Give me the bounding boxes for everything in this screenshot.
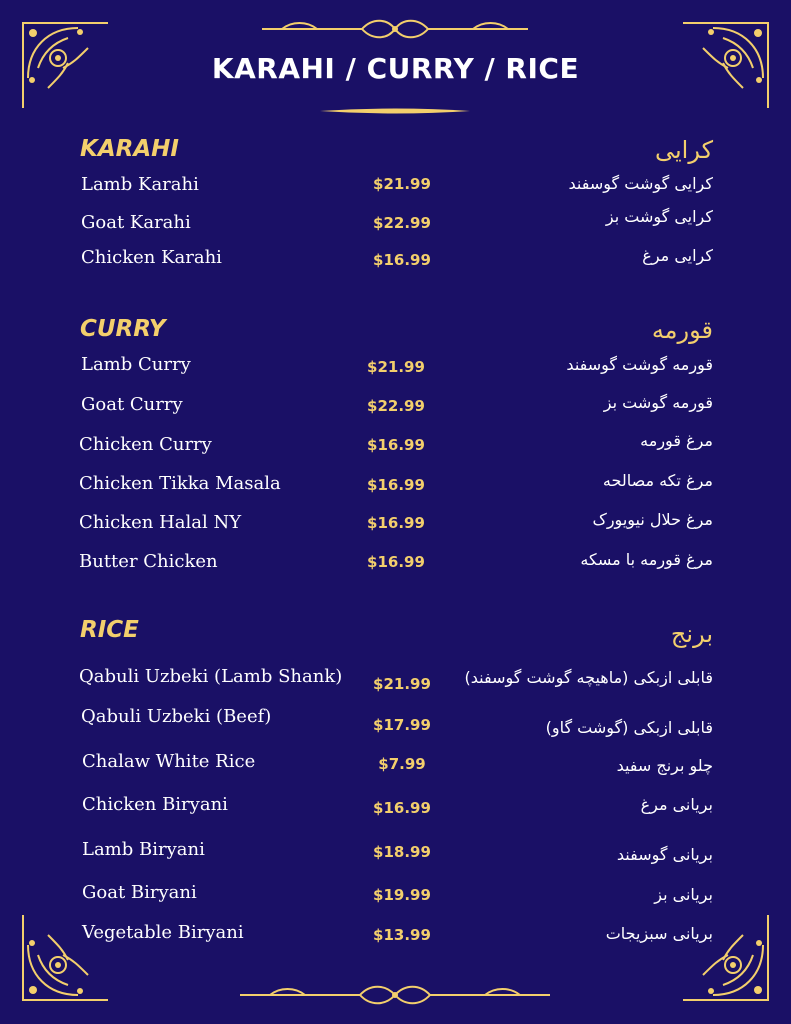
item-name-fa: مرغ قورمه با مسکه xyxy=(580,550,713,569)
item-name-fa: قابلی ازبکی (ماهیچه گوشت گوسفند) xyxy=(464,668,713,687)
item-price: $21.99 xyxy=(367,358,425,376)
item-name-fa: چلو برنج سفید xyxy=(616,756,713,775)
item-price: $18.99 xyxy=(373,843,431,861)
section-heading-rice-fa: برنج xyxy=(670,620,713,648)
item-price: $21.99 xyxy=(373,675,431,693)
item-price: $22.99 xyxy=(373,214,431,232)
item-price: $22.99 xyxy=(367,397,425,415)
page-title: KARAHI / CURRY / RICE xyxy=(211,52,580,85)
item-name-fa: کرایی مرغ xyxy=(642,246,713,265)
item-name-fa: قابلی ازبکی (گوشت گاو) xyxy=(545,718,713,737)
item-name-fa: بریانی سبزیجات xyxy=(605,924,713,943)
item-price: $7.99 xyxy=(378,755,426,773)
item-name: Chicken Tikka Masala xyxy=(79,473,281,494)
item-name: Chicken Karahi xyxy=(81,247,222,268)
item-name-fa: کرایی گوشت گوسفند xyxy=(568,174,713,193)
item-name-fa: مرغ تکه مصالحه xyxy=(602,471,713,490)
item-name-fa: بریانی گوسفند xyxy=(616,845,713,864)
item-name-fa: بریانی بز xyxy=(654,885,713,904)
item-name: Chalaw White Rice xyxy=(82,751,256,772)
section-heading-curry-fa: قورمه xyxy=(651,316,713,344)
item-name: Vegetable Biryani xyxy=(82,922,244,943)
item-name: Lamb Curry xyxy=(81,354,191,375)
item-price: $16.99 xyxy=(367,514,425,532)
item-name: Qabuli Uzbeki (Lamb Shank) xyxy=(79,666,343,687)
item-name: Goat Curry xyxy=(81,394,183,415)
item-name: Chicken Curry xyxy=(79,434,212,455)
item-name-fa: قورمه گوشت گوسفند xyxy=(566,355,713,374)
item-name: Goat Karahi xyxy=(81,212,191,233)
item-name-fa: کرایی گوشت بز xyxy=(605,207,713,226)
section-heading-curry: CURRY xyxy=(80,316,166,342)
section-heading-rice: RICE xyxy=(80,617,139,643)
item-price: $16.99 xyxy=(373,251,431,269)
item-price: $13.99 xyxy=(373,926,431,944)
flourish-bottom-icon xyxy=(240,984,550,1006)
item-name: Lamb Karahi xyxy=(81,174,199,195)
flourish-top-icon xyxy=(262,18,528,40)
item-price: $21.99 xyxy=(373,175,431,193)
item-price: $19.99 xyxy=(373,886,431,904)
item-name: Qabuli Uzbeki (Beef) xyxy=(81,706,272,727)
item-name-fa: مرغ حلال نیویورک xyxy=(592,510,713,529)
item-name: Chicken Halal NY xyxy=(79,512,242,533)
item-name: Goat Biryani xyxy=(82,882,197,903)
section-heading-karahi-fa: کرایی xyxy=(654,136,713,164)
item-price: $16.99 xyxy=(367,476,425,494)
item-name: Chicken Biryani xyxy=(82,794,228,815)
item-price: $17.99 xyxy=(373,716,431,734)
item-name-fa: قورمه گوشت بز xyxy=(603,393,713,412)
item-name: Lamb Biryani xyxy=(82,839,205,860)
item-name: Butter Chicken xyxy=(79,551,218,572)
item-price: $16.99 xyxy=(367,436,425,454)
title-underline-icon xyxy=(320,106,470,116)
item-name-fa: مرغ قورمه xyxy=(640,431,713,450)
section-heading-karahi: KARAHI xyxy=(80,136,179,162)
item-price: $16.99 xyxy=(373,799,431,817)
item-name-fa: بریانی مرغ xyxy=(640,795,713,814)
item-price: $16.99 xyxy=(367,553,425,571)
